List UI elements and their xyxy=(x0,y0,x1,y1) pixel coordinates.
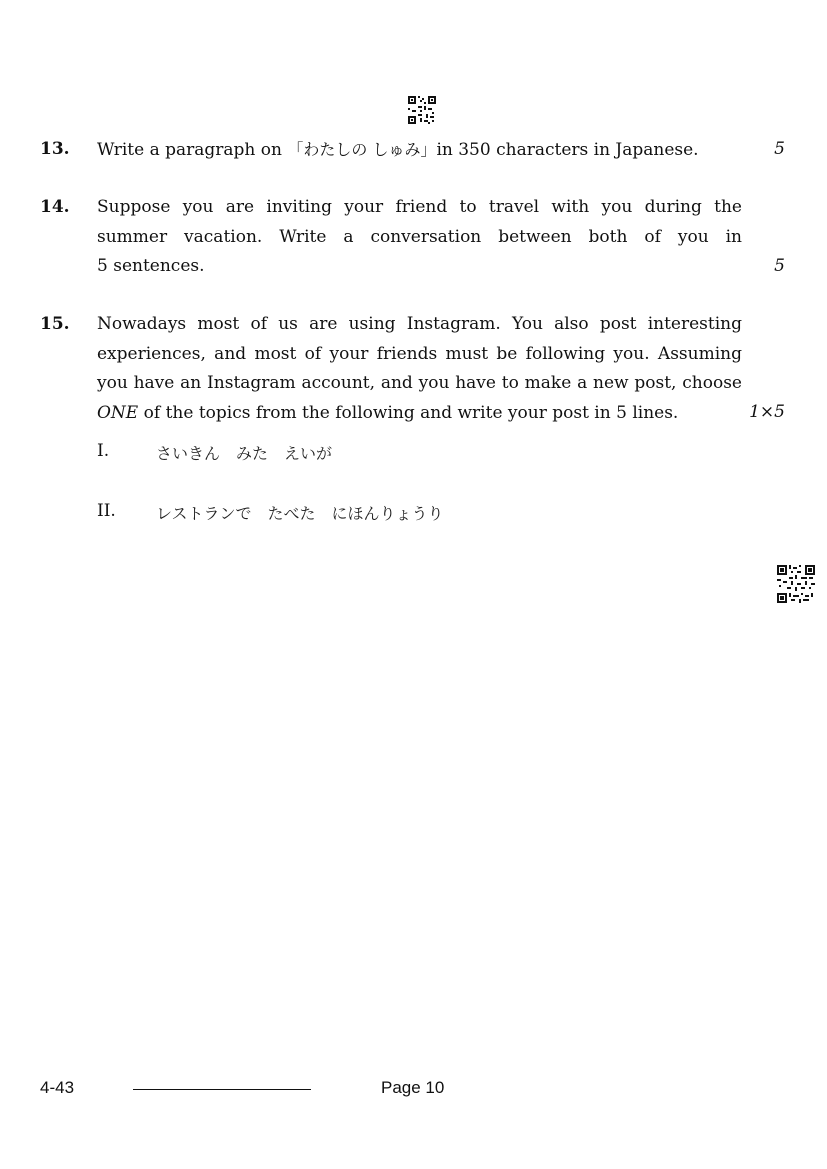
question-text-line xyxy=(97,399,742,429)
question-number: 14. xyxy=(40,197,70,217)
question-14 xyxy=(40,193,785,285)
question-text-line-rest: of the topics from the following and write your post in 5 lines. xyxy=(138,402,679,423)
qr-code-icon xyxy=(408,96,436,124)
option-text: さいきん みた えいが xyxy=(156,444,333,463)
question-number: 15. xyxy=(40,314,70,334)
page-number: Page 10 xyxy=(381,1078,445,1097)
question-text-line: Nowadays most of us are using Instagram. You also post interesting xyxy=(97,314,742,334)
paper-code: 4-43 xyxy=(40,1078,75,1097)
question-marks: 1×5 xyxy=(749,402,785,422)
question-text-prefix: Write a paragraph on xyxy=(97,140,288,160)
question-text-line: 5 sentences. xyxy=(97,256,205,276)
question-13 xyxy=(40,135,785,165)
question-text-line: Suppose you are inviting your friend to travel with you during the xyxy=(97,197,742,217)
question-number: 13. xyxy=(40,139,70,159)
question-text xyxy=(97,310,742,428)
emphasis-one: ONE xyxy=(97,402,139,423)
footer-divider xyxy=(133,1089,311,1090)
question-topic-japanese: 「わたしの しゅみ」 xyxy=(287,140,437,159)
question-text-suffix: in 350 characters in Japanese. xyxy=(436,140,699,160)
question-text-line: experiences, and most of your friends must be following you. Assuming xyxy=(97,343,742,364)
question-text xyxy=(97,193,742,282)
option-numeral: I. xyxy=(97,441,110,461)
question-text-line: you have an Instagram account, and you have to make a new post, choose xyxy=(97,373,742,393)
question-text-line: summer vacation. Write a conversation between both of you in xyxy=(97,226,742,247)
question-15 xyxy=(40,310,785,430)
question-marks: 5 xyxy=(774,139,785,159)
question-marks: 5 xyxy=(774,256,785,276)
option-text: レストランで たべた にほんりょうり xyxy=(156,504,444,523)
page-footer xyxy=(0,1078,827,1102)
qr-code-icon xyxy=(777,565,815,603)
option-numeral: II. xyxy=(97,501,116,521)
question-text xyxy=(97,135,747,166)
